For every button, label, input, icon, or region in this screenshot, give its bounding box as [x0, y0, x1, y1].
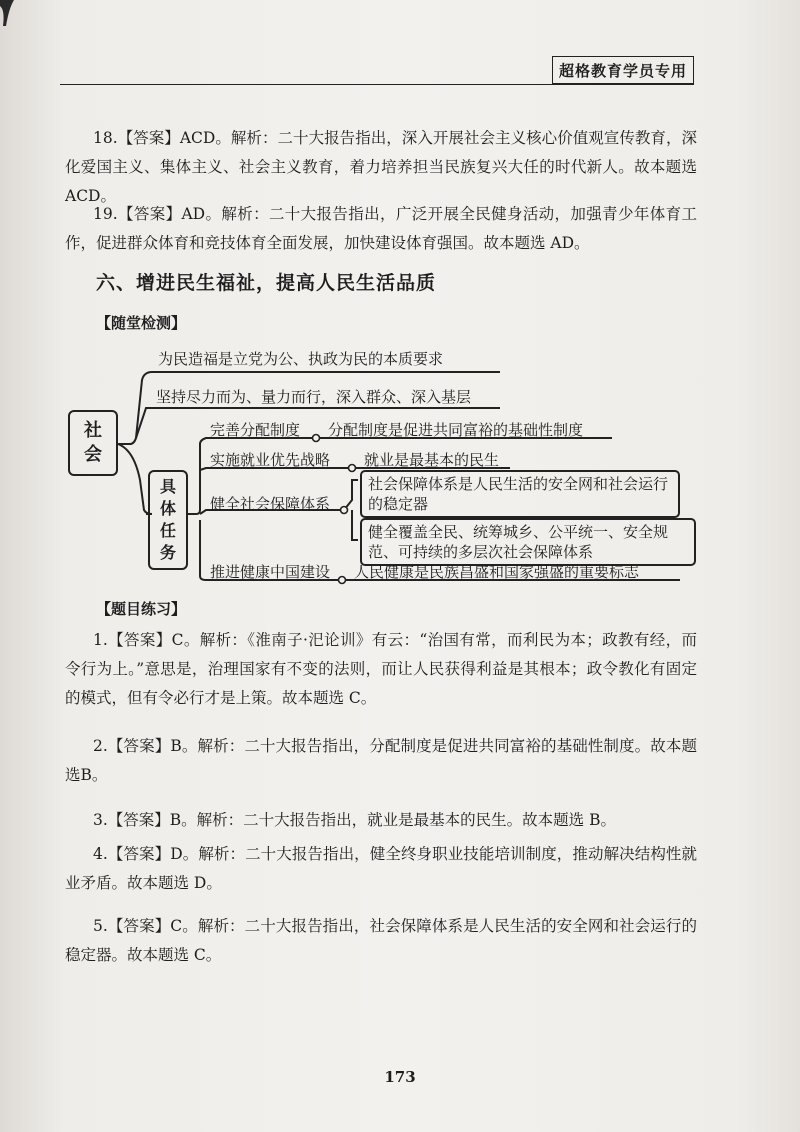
answer-19: 19.【答案】AD。解析：二十大报告指出，广泛开展全民健身活动，加强青少年体育工作，促进群众体育和竞技体育全面发展，加快建设体育强国。故本题选 AD。	[65, 205, 697, 252]
answer-18: 18.【答案】ACD。解析：二十大报告指出，深入开展社会主义核心价值观宣传教育，深化爱国主义、集体主义、社会主义教育，着力培养担当民族复兴大任的时代新人。故本题选 ACD。	[65, 129, 697, 205]
header-rule	[60, 84, 694, 85]
check-tag: 【随堂检测】	[96, 314, 187, 332]
task2-note: 就业是最基本的民生	[364, 451, 500, 469]
answer-2: 2.【答案】B。解析：二十大报告指出，分配制度是促进共同富裕的基础性制度。故本题选B。	[65, 737, 697, 784]
branch1-text: 为民造福是立党为公、执政为民的本质要求	[158, 350, 444, 368]
root-char-1: 社	[84, 420, 102, 441]
task3-label: 健全社会保障体系	[210, 495, 331, 513]
tasks-char-1: 具	[159, 477, 176, 496]
task1-note: 分配制度是促进共同富裕的基础性制度	[328, 421, 584, 439]
answer-1: 1.【答案】C。解析：《淮南子·汜论训》有云：“治国有常，而利民为本；政教有经，而令行为上。”意思是，治理国家有不变的法则，而让人民获得利益是其根本；政令教化有固定的模式，但有令必行才是上策。故本题选 C。	[65, 631, 697, 707]
root-char-2: 会	[84, 444, 102, 465]
answer-5: 5.【答案】C。解析：二十大报告指出，社会保障体系是人民生活的安全网和社会运行的稳定器。故本题选 C。	[65, 917, 697, 964]
task3-note-1: 社会保障体系是人民生活的安全网和社会运行的稳定器	[360, 470, 680, 518]
task4-node	[339, 577, 346, 584]
task4-note: 人民健康是民族昌盛和国家强盛的重要标志	[354, 563, 640, 581]
practice-tag: 【题目练习】	[96, 600, 187, 618]
tasks-char-3: 任	[159, 521, 176, 540]
task4-label: 推进健康中国建设	[210, 563, 331, 581]
answer-4: 4.【答案】D。解析：二十大报告指出，健全终身职业技能培训制度，推动解决结构性就业矛盾。故本题选 D。	[65, 845, 697, 892]
branch2-text: 坚持尽力而为、量力而行，深入群众、深入基层	[156, 388, 472, 406]
mind-map	[60, 340, 700, 590]
page-number: 173	[384, 1068, 416, 1086]
tasks-char-4: 务	[159, 543, 176, 562]
task3-node	[341, 507, 348, 514]
task1-label: 完善分配制度	[210, 421, 301, 439]
task1-node	[313, 435, 320, 442]
tasks-char-2: 体	[159, 499, 176, 518]
tasks-link-line	[118, 444, 152, 514]
task3-note-2: 健全覆盖全民、统筹城乡、公平统一、安全规范、可持续的多层次社会保障体系	[360, 518, 696, 566]
task2-label: 实施就业优先战略	[210, 451, 331, 469]
header-label: 超格教育学员专用	[552, 56, 694, 84]
task2-node	[349, 465, 356, 472]
task3-split-bottom	[352, 510, 358, 540]
tasks-box	[148, 470, 188, 570]
section-title: 六、增进民生福祉，提高人民生活品质	[96, 272, 437, 294]
binding-clip-mark	[0, 0, 18, 26]
task3-split-top	[344, 480, 358, 510]
answer-3: 3.【答案】B。解析：二十大报告指出，就业是最基本的民生。故本题选 B。	[93, 811, 616, 829]
root-box	[68, 410, 118, 476]
